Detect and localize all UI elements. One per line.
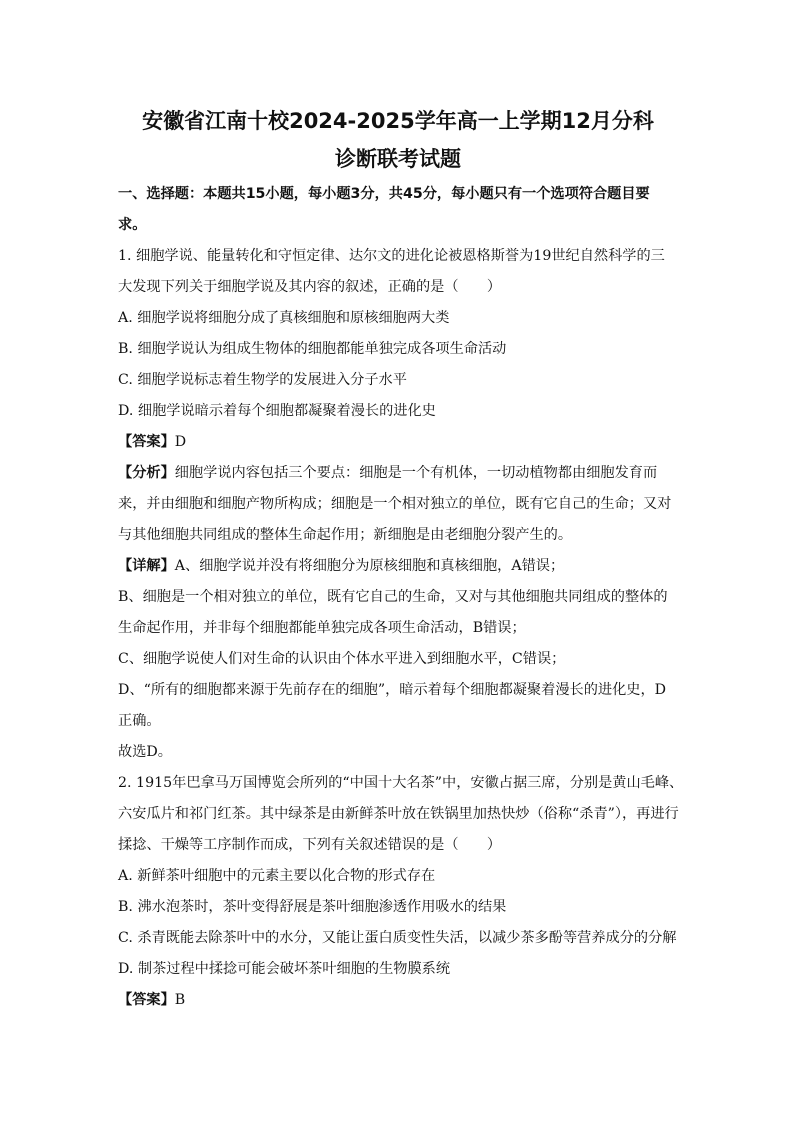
section-heading-line-2: 求。 <box>118 217 147 233</box>
question-2-answer <box>118 985 678 1016</box>
question-2-option-d: D. 制茶过程中揉捻可能会破坏茶叶细胞的生物膜系统 <box>118 961 451 977</box>
question-2-stem-line-2: 六安瓜片和祁门红茶。其中绿茶是由新鲜茶叶放在铁锅里加热快炒（俗称“杀青”），再进行 <box>118 806 679 822</box>
question-1-answer <box>118 427 678 458</box>
question-1-detail-line-5: D、“所有的细胞都来源于先前存在的细胞”，暗示着每个细胞都凝聚着漫长的进化史，D <box>118 682 667 698</box>
answer-value: B <box>174 992 186 1008</box>
document-title-line-2: 诊断联考试题 <box>335 147 461 171</box>
question-1-detail-line-3: 生命起作用，并非每个细胞都能单独完成各项生命活动，B错误； <box>118 620 526 636</box>
answer-value: D <box>174 434 187 450</box>
section-heading-line-1: 一、选择题：本题共15小题，每小题3分，共45分，每小题只有一个选项符合题目要 <box>118 186 650 202</box>
detail-text: A、细胞学说并没有将细胞分为原核细胞和真核细胞，A错误； <box>174 558 565 574</box>
question-1-analysis-line-3: 与其他细胞共同组成的整体生命起作用；新细胞是由老细胞分裂产生的。 <box>118 527 573 543</box>
question-1-option-a: A. 细胞学说将细胞分成了真核细胞和原核细胞两大类 <box>118 310 450 326</box>
question-1-detail-line-4: C、细胞学说使人们对生命的认识由个体水平进入到细胞水平，C错误； <box>118 651 566 667</box>
question-1-option-b: B. 细胞学说认为组成生物体的细胞都能单独完成各项生命活动 <box>118 341 507 357</box>
question-1-detail-line-6: 正确。 <box>118 713 161 729</box>
document-title-line-1: 安徽省江南十校2024-2025学年高一上学期12月分科 <box>142 109 654 133</box>
question-2-option-c: C. 杀青既能去除茶叶中的水分，又能让蛋白质变性失活，以减少茶多酚等营养成分的分解 <box>118 930 677 946</box>
question-1-option-c: C. 细胞学说标志着生物学的发展进入分子水平 <box>118 372 407 388</box>
question-1-option-d: D. 细胞学说暗示着每个细胞都凝聚着漫长的进化史 <box>118 403 436 419</box>
question-2-option-b: B. 沸水泡茶时，茶叶变得舒展是茶叶细胞渗透作用吸水的结果 <box>118 899 507 915</box>
question-1-stem-line-2: 大发现下列关于细胞学说及其内容的叙述，正确的是（ ） <box>118 279 502 295</box>
question-1-analysis-line-1 <box>118 458 678 489</box>
question-1-analysis-line-2: 来，并由细胞和细胞产物所构成；细胞是一个相对独立的单位，既有它自己的生命；又对 <box>118 496 672 512</box>
question-1-conclusion: 故选D。 <box>118 744 172 760</box>
question-1-stem-line-1: 1. 细胞学说、能量转化和守恒定律、达尔文的进化论被恩格斯誉为19世纪自然科学的三 <box>118 248 665 264</box>
question-2-option-a: A. 新鲜茶叶细胞中的元素主要以化合物的形式存在 <box>118 868 436 884</box>
analysis-tag: 【分析】 <box>118 465 175 481</box>
question-2-stem-line-1: 2. 1915年巴拿马万国博览会所列的“中国十大名茶”中，安徽占据三席，分别是黄山毛峰、 <box>118 775 684 791</box>
detail-tag: 【详解】 <box>118 558 175 574</box>
question-1-detail-line-1 <box>118 551 678 582</box>
question-2-stem-line-3: 揉捻、干燥等工序制作而成，下列有关叙述错误的是（ ） <box>118 837 502 853</box>
question-1-detail-line-2: B、细胞是一个相对独立的单位，既有它自己的生命，又对与其他细胞共同组成的整体的 <box>118 589 668 605</box>
answer-tag: 【答案】 <box>118 434 175 450</box>
answer-tag: 【答案】 <box>118 992 175 1008</box>
analysis-text: 细胞学说内容包括三个要点：细胞是一个有机体，一切动植物都由细胞发育而 <box>174 465 658 481</box>
